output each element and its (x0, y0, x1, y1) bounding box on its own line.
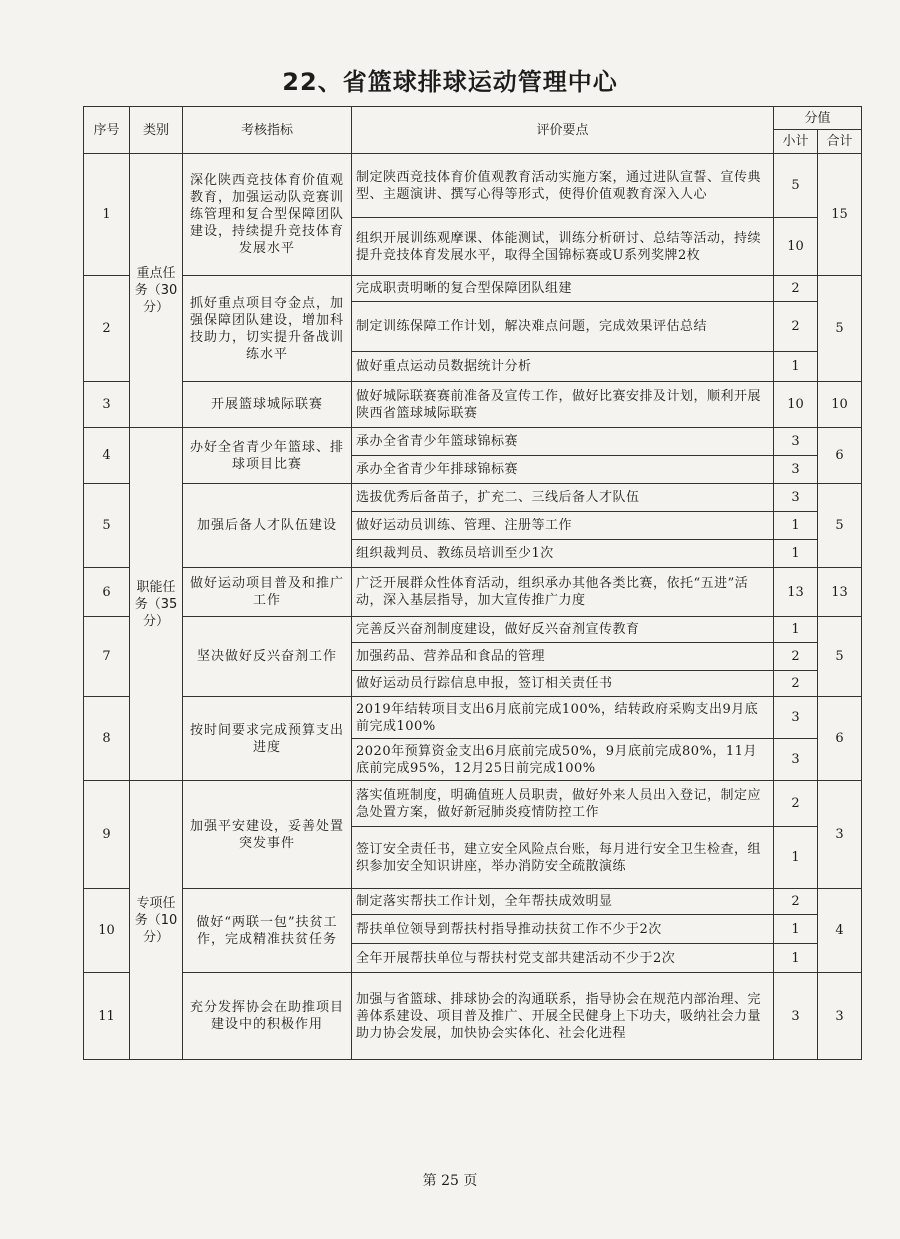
row-indicator: 按时间要求完成预算支出进度 (183, 697, 352, 781)
table-row (84, 428, 862, 456)
row-seq: 2 (84, 276, 130, 382)
category-label: 专项任务（10分） (130, 781, 183, 1060)
table-row (84, 276, 862, 302)
row-seq: 3 (84, 382, 130, 428)
header-total: 合计 (818, 130, 862, 154)
evaluation-point: 帮扶单位领导到帮扶村指导推动扶贫工作不少于2次 (352, 915, 774, 944)
table-row (84, 781, 862, 827)
row-indicator: 做好运动项目普及和推广工作 (183, 568, 352, 617)
row-seq: 9 (84, 781, 130, 889)
assessment-table (83, 106, 862, 1060)
table-row (84, 154, 862, 218)
evaluation-point: 2019年结转项目支出6月底前完成100%，结转政府采购支出9月底前完成100% (352, 697, 774, 739)
row-indicator: 开展篮球城际联赛 (183, 382, 352, 428)
table-row (84, 568, 862, 617)
score-total: 10 (818, 382, 862, 428)
row-seq: 6 (84, 568, 130, 617)
score-subtotal: 3 (774, 697, 818, 739)
row-indicator: 做好“两联一包”扶贫工作，完成精准扶贫任务 (183, 889, 352, 973)
row-seq: 4 (84, 428, 130, 484)
score-subtotal: 5 (774, 154, 818, 218)
score-subtotal: 1 (774, 915, 818, 944)
header-seq: 序号 (84, 107, 130, 154)
score-subtotal: 10 (774, 382, 818, 428)
row-seq: 11 (84, 973, 130, 1060)
row-indicator: 加强后备人才队伍建设 (183, 484, 352, 568)
page-title: 22、省篮球排球运动管理中心 (282, 68, 618, 96)
row-seq: 1 (84, 154, 130, 276)
score-subtotal: 1 (774, 944, 818, 973)
evaluation-point: 完成职责明晰的复合型保障团队组建 (352, 276, 774, 302)
evaluation-point: 制定落实帮扶工作计划，全年帮扶成效明显 (352, 889, 774, 915)
row-seq: 7 (84, 617, 130, 697)
score-subtotal: 2 (774, 643, 818, 671)
evaluation-point: 承办全省青少年排球锦标赛 (352, 456, 774, 484)
score-subtotal: 2 (774, 889, 818, 915)
header-indicator: 考核指标 (183, 107, 352, 154)
evaluation-point: 承办全省青少年篮球锦标赛 (352, 428, 774, 456)
evaluation-point: 制定陕西竞技体育价值观教育活动实施方案，通过进队宣誓、宣传典型、主题演讲、撰写心得等形式，使得价值观教育深入人心 (352, 154, 774, 218)
evaluation-point: 选拔优秀后备苗子，扩充二、三线后备人才队伍 (352, 484, 774, 512)
score-subtotal: 3 (774, 484, 818, 512)
evaluation-point: 加强药品、营养品和食品的管理 (352, 643, 774, 671)
category-label: 职能任务（35分） (130, 428, 183, 781)
score-subtotal: 1 (774, 617, 818, 643)
evaluation-point: 2020年预算资金支出6月底前完成50%，9月底前完成80%，11月底前完成95%，12月25日前完成100% (352, 739, 774, 781)
table-row (84, 889, 862, 915)
score-subtotal: 1 (774, 827, 818, 889)
table-row (84, 617, 862, 643)
score-total: 5 (818, 617, 862, 697)
row-indicator: 充分发挥协会在助推项目建设中的积极作用 (183, 973, 352, 1060)
page-number: 第 25 页 (422, 1173, 478, 1189)
header-score: 分值 (774, 107, 862, 130)
score-total: 15 (818, 154, 862, 276)
category-label: 重点任务（30分） (130, 154, 183, 428)
evaluation-point: 做好重点运动员数据统计分析 (352, 352, 774, 382)
row-indicator: 坚决做好反兴奋剂工作 (183, 617, 352, 697)
table-row (84, 382, 862, 428)
score-total: 5 (818, 484, 862, 568)
row-indicator: 加强平安建设，妥善处置突发事件 (183, 781, 352, 889)
score-subtotal: 3 (774, 456, 818, 484)
evaluation-point: 落实值班制度，明确值班人员职责，做好外来人员出入登记，制定应急处置方案，做好新冠肺炎疫情防控工作 (352, 781, 774, 827)
row-seq: 10 (84, 889, 130, 973)
score-subtotal: 2 (774, 781, 818, 827)
row-indicator: 抓好重点项目夺金点，加强保障团队建设，增加科技助力，切实提升备战训练水平 (183, 276, 352, 382)
score-subtotal: 3 (774, 973, 818, 1060)
evaluation-point: 制定训练保障工作计划，解决难点问题，完成效果评估总结 (352, 302, 774, 352)
score-subtotal: 3 (774, 739, 818, 781)
table-body (84, 107, 862, 1060)
score-subtotal: 1 (774, 540, 818, 568)
evaluation-point: 组织开展训练观摩课、体能测试，训练分析研讨、总结等活动，持续提升竞技体育发展水平，取得全国锦标赛或U系列奖牌2枚 (352, 218, 774, 276)
evaluation-point: 全年开展帮扶单位与帮扶村党支部共建活动不少于2次 (352, 944, 774, 973)
row-seq: 8 (84, 697, 130, 781)
score-subtotal: 1 (774, 352, 818, 382)
score-total: 4 (818, 889, 862, 973)
evaluation-point: 做好运动员训练、管理、注册等工作 (352, 512, 774, 540)
score-total: 6 (818, 697, 862, 781)
evaluation-point: 完善反兴奋剂制度建设，做好反兴奋剂宣传教育 (352, 617, 774, 643)
table-row (84, 697, 862, 739)
score-total: 3 (818, 781, 862, 889)
header-points: 评价要点 (352, 107, 774, 154)
score-total: 13 (818, 568, 862, 617)
score-subtotal: 1 (774, 512, 818, 540)
score-total: 3 (818, 973, 862, 1060)
evaluation-point: 加强与省篮球、排球协会的沟通联系，指导协会在规范内部治理、完善体系建设、项目普及推广、开展全民健身上下功夫，吸纳社会力量助力协会发展，加快协会实体化、社会化进程 (352, 973, 774, 1060)
evaluation-point: 广泛开展群众性体育活动，组织承办其他各类比赛，依托“五进”活动，深入基层指导，加大宣传推广力度 (352, 568, 774, 617)
score-subtotal: 2 (774, 671, 818, 697)
score-subtotal: 13 (774, 568, 818, 617)
row-seq: 5 (84, 484, 130, 568)
table-row (84, 484, 862, 512)
header-subtotal: 小计 (774, 130, 818, 154)
score-subtotal: 3 (774, 428, 818, 456)
score-subtotal: 10 (774, 218, 818, 276)
table-row (84, 973, 862, 1060)
evaluation-point: 做好城际联赛赛前准备及宣传工作，做好比赛安排及计划，顺利开展陕西省篮球城际联赛 (352, 382, 774, 428)
score-subtotal: 2 (774, 302, 818, 352)
evaluation-point: 组织裁判员、教练员培训至少1次 (352, 540, 774, 568)
score-subtotal: 2 (774, 276, 818, 302)
evaluation-point: 做好运动员行踪信息申报，签订相关责任书 (352, 671, 774, 697)
score-total: 5 (818, 276, 862, 382)
header-category: 类别 (130, 107, 183, 154)
evaluation-point: 签订安全责任书，建立安全风险点台账，每月进行安全卫生检查，组织参加安全知识讲座，举办消防安全疏散演练 (352, 827, 774, 889)
row-indicator: 办好全省青少年篮球、排球项目比赛 (183, 428, 352, 484)
row-indicator: 深化陕西竞技体育价值观教育，加强运动队竞赛训练管理和复合型保障团队建设，持续提升竞技体育发展水平 (183, 154, 352, 276)
score-total: 6 (818, 428, 862, 484)
